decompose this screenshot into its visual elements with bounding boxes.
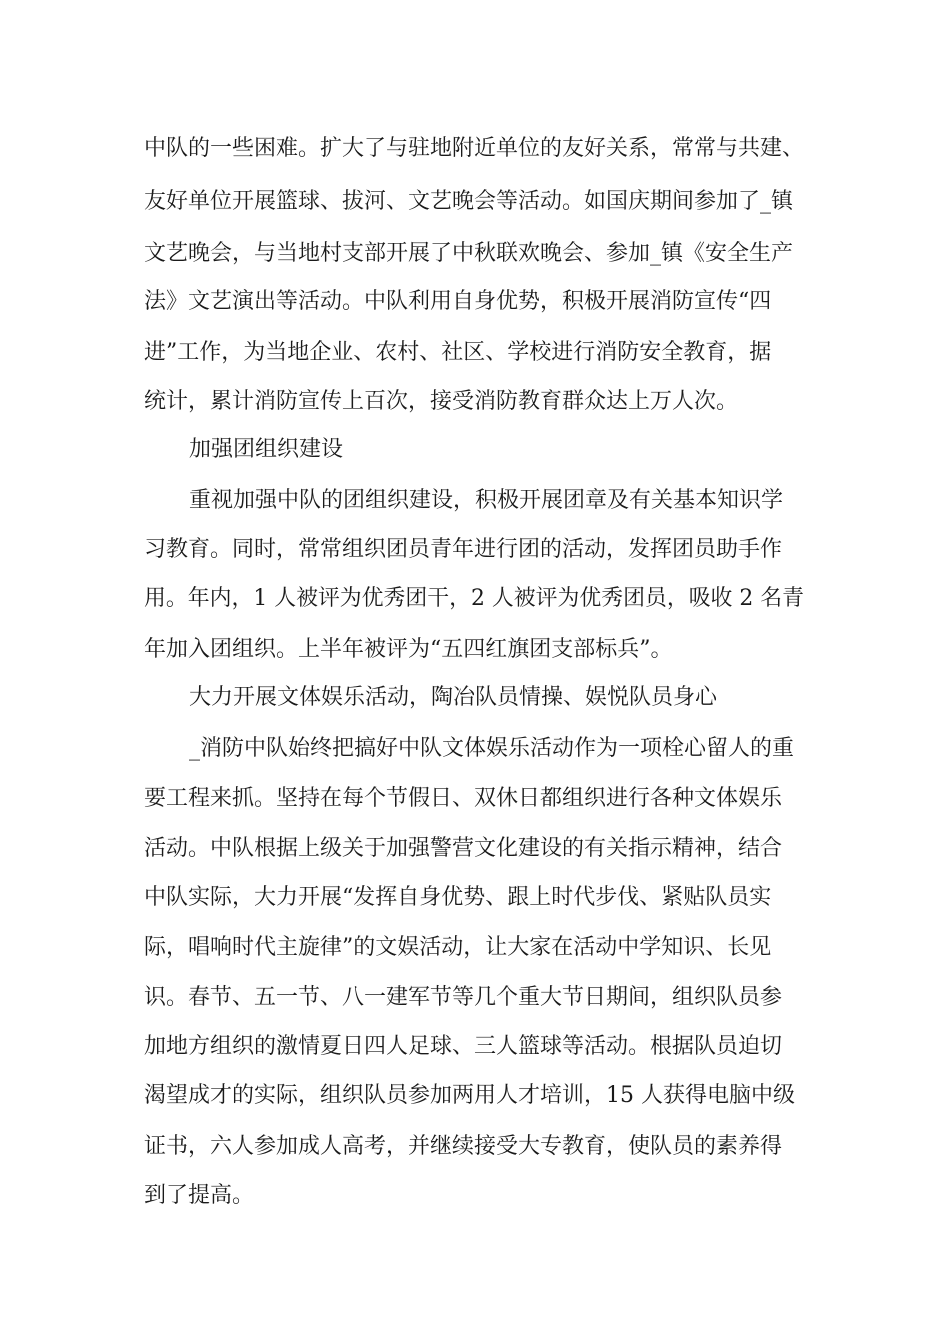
text-line: 年加入团组织。上半年被评为“五四红旗团支部标兵”。 [144, 637, 673, 662]
text-line: 进”工作，为当地企业、农村、社区、学校进行消防安全教育，据 [144, 340, 772, 365]
text-line: 要工程来抓。坚持在每个节假日、双休日都组织进行各种文体娱乐 [144, 786, 783, 811]
text-line: 中队实际，大力开展“发挥自身优势、跟上时代步伐、紧贴队员实 [144, 885, 772, 910]
text-line: 际，唱响时代主旋律”的文娱活动，让大家在活动中学知识、长见 [144, 935, 772, 960]
text-line: 识。春节、五一节、八一建军节等几个重大节日期间，组织队员参 [144, 985, 783, 1010]
text-line: 中队的一些困难。扩大了与驻地附近单位的友好关系，常常与共建、 [144, 136, 805, 161]
text-line: 用。年内，1 人被评为优秀团干，2 人被评为优秀团员，吸收 2 名青 [144, 586, 804, 611]
section-heading: 加强团组织建设 [189, 437, 344, 462]
text-line: 证书，六人参加成人高考，并继续接受大专教育，使队员的素养得 [144, 1134, 783, 1159]
text-line: 重视加强中队的团组织建设，积极开展团章及有关基本知识学 [189, 488, 784, 513]
text-line: 友好单位开展篮球、拔河、文艺晚会等活动。如国庆期间参加了_镇 [144, 189, 794, 214]
text-line: 活动。中队根据上级关于加强警营文化建设的有关指示精神，结合 [144, 836, 783, 861]
text-line: 文艺晚会，与当地村支部开展了中秋联欢晚会、参加_镇《安全生产 [144, 241, 794, 266]
text-line: 到了提高。 [144, 1183, 255, 1208]
text-line: 统计，累计消防宣传上百次，接受消防教育群众达上万人次。 [144, 389, 739, 414]
text-line: 习教育。同时，常常组织团员青年进行团的活动，发挥团员助手作 [144, 537, 783, 562]
text-line: _消防中队始终把搞好中队文体娱乐活动作为一项栓心留人的重 [189, 736, 795, 761]
text-line: 渴望成才的实际，组织队员参加两用人才培训，15 人获得电脑中级 [144, 1083, 795, 1108]
section-heading: 大力开展文体娱乐活动，陶冶队员情操、娱悦队员身心 [189, 685, 718, 710]
text-line: 加地方组织的激情夏日四人足球、三人篮球等活动。根据队员迫切 [144, 1034, 783, 1059]
text-line: 法》文艺演出等活动。中队利用自身优势，积极开展消防宣传“四 [144, 289, 772, 314]
